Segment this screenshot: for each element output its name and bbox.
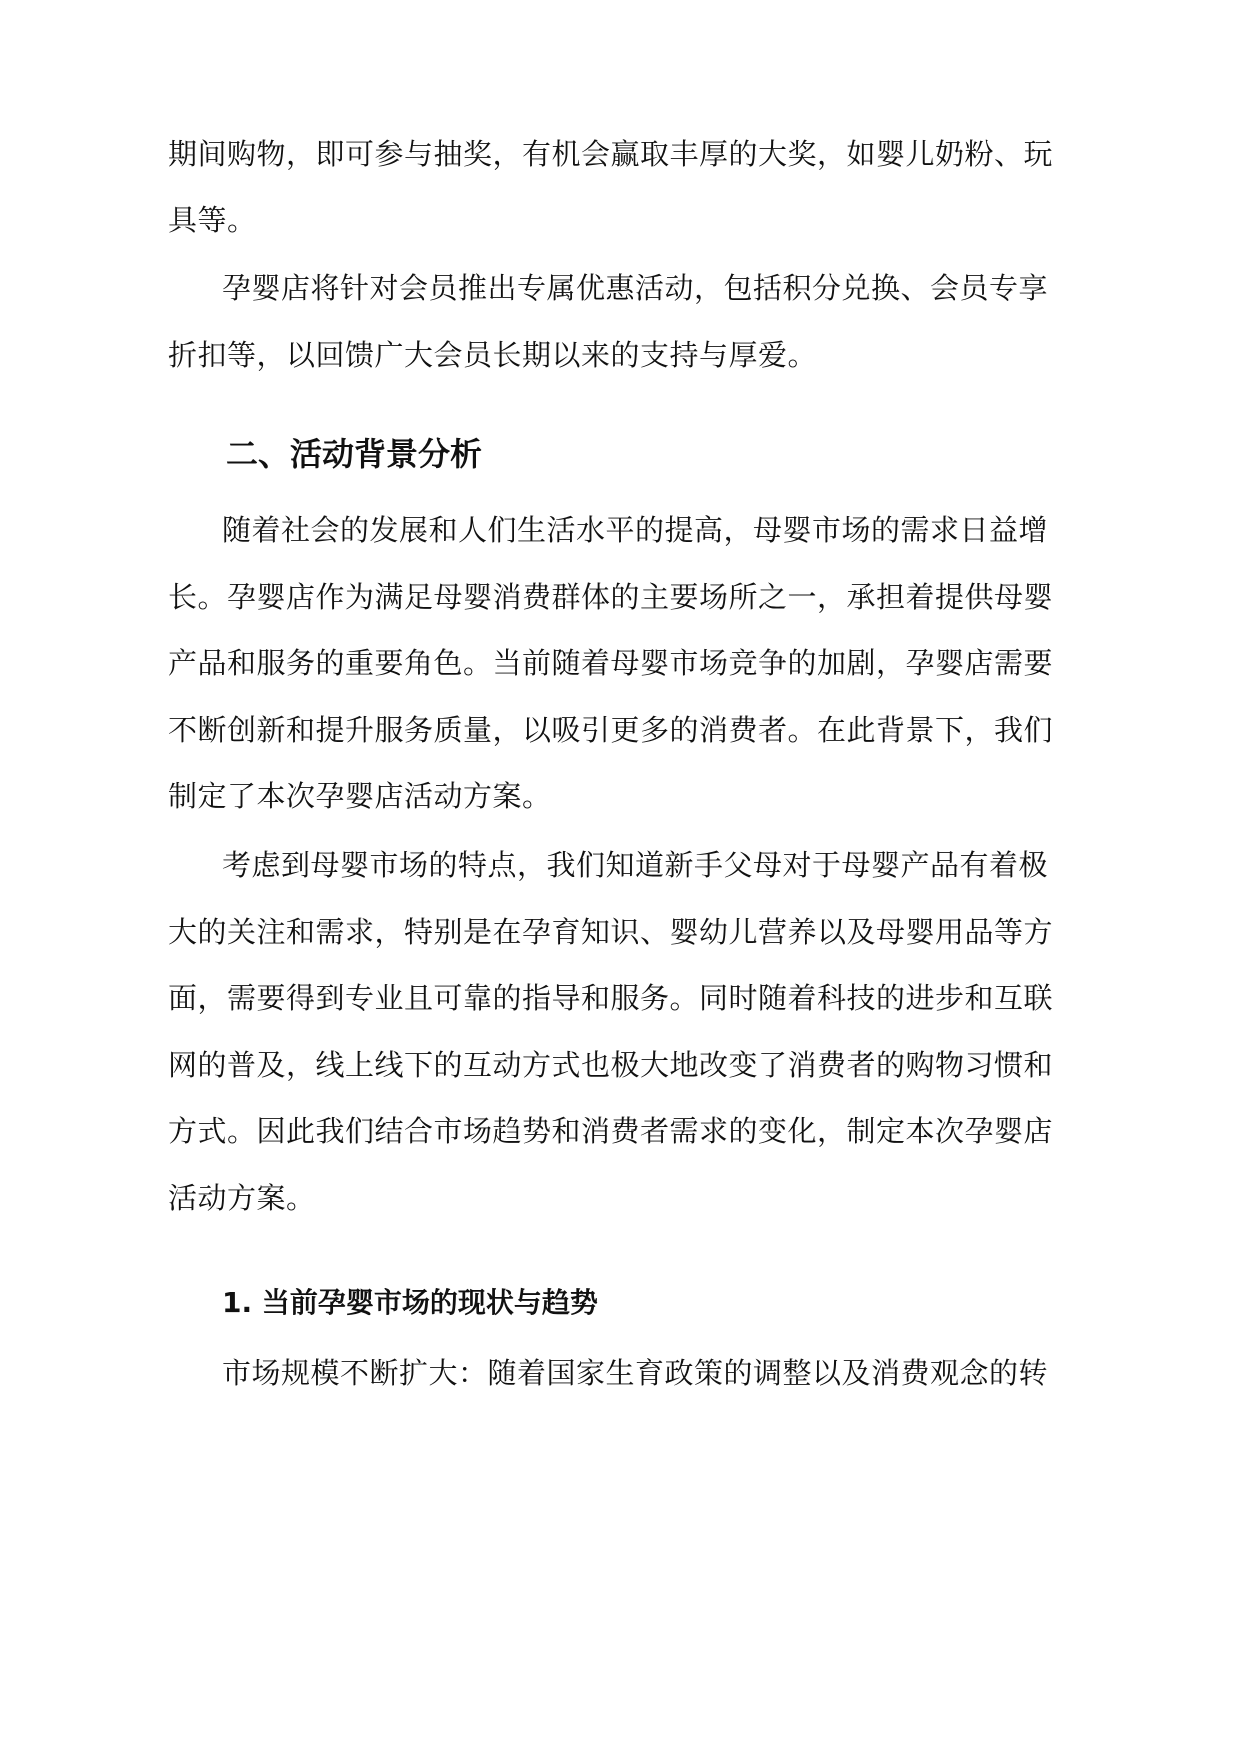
section-heading: 二、活动背景分析 [226,435,483,473]
body-text-line: 方式。因此我们结合市场趋势和消费者需求的变化，制定本次孕婴店 [168,1114,1054,1148]
body-text-line: 产品和服务的重要角色。当前随着母婴市场竞争的加剧，孕婴店需要 [168,646,1054,680]
body-text-line: 不断创新和提升服务质量，以吸引更多的消费者。在此背景下，我们 [168,713,1054,747]
body-text-line: 孕婴店将针对会员推出专属优惠活动，包括积分兑换、会员专享 [222,271,1049,305]
body-text-line: 折扣等，以回馈广大会员长期以来的支持与厚爱。 [168,338,818,372]
subsection-heading: 1. 当前孕婴市场的现状与趋势 [222,1286,598,1319]
body-text-line: 具等。 [168,203,257,237]
body-text-line: 随着社会的发展和人们生活水平的提高，母婴市场的需求日益增 [222,513,1049,547]
body-text-line: 市场规模不断扩大：随着国家生育政策的调整以及消费观念的转 [222,1356,1049,1390]
body-text-line: 网的普及，线上线下的互动方式也极大地改变了消费者的购物习惯和 [168,1048,1054,1082]
body-text-line: 长。孕婴店作为满足母婴消费群体的主要场所之一，承担着提供母婴 [168,580,1054,614]
body-text-line: 大的关注和需求，特别是在孕育知识、婴幼儿营养以及母婴用品等方 [168,915,1054,949]
body-text-line: 制定了本次孕婴店活动方案。 [168,779,552,813]
body-text-line: 考虑到母婴市场的特点，我们知道新手父母对于母婴产品有着极 [222,848,1049,882]
body-text-line: 活动方案。 [168,1181,316,1215]
body-text-line: 面，需要得到专业且可靠的指导和服务。同时随着科技的进步和互联 [168,981,1054,1015]
body-text-line: 期间购物，即可参与抽奖，有机会赢取丰厚的大奖，如婴儿奶粉、玩 [168,137,1054,171]
